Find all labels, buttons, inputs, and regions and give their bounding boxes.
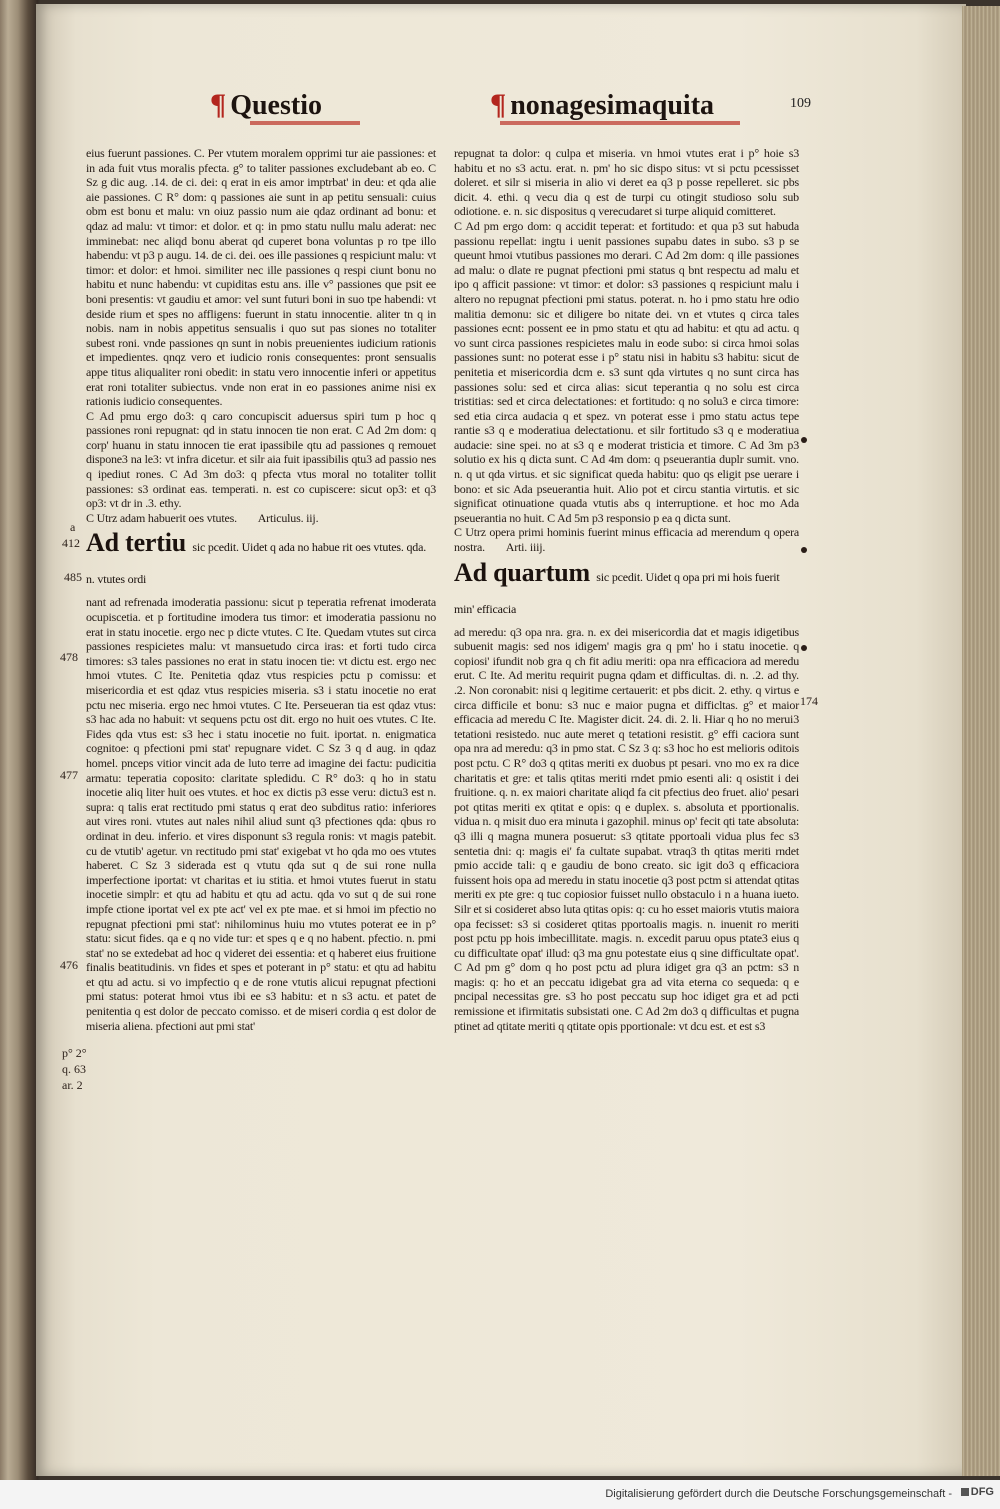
right-text-column — [454, 146, 799, 1033]
digitization-footer — [0, 1480, 1000, 1509]
article-heading — [454, 559, 799, 623]
paragraph: repugnat ta dolor: q culpa et miseria. vn hmoi vtutes erat i p° hoie s3 habitu et no s3 actu. erat. n. pm' ho sic dispo situs: vt si pctu pcessisset doleret. et silr si miseria in alio vi deret ea q3 p posse repelleret. sic pbs dicit. 4. ethi. q vecu dia q est de turpi cu otingit studioso solu sub odiotione. e. n. sic dispositus q verecudaret si turpe aliquid comitteret. — [454, 146, 799, 219]
article-label: Articulus. iij. — [257, 510, 319, 525]
rubric-underline-left — [250, 121, 360, 125]
paragraph: nant ad refrenada imoderatia passionu: sicut p teperatia refrenat imoderata ocupiscetia. et p fortitudine imodera tus timor: et imoderatia passionu no erat in statu inocetie. ergo nec p dicte vtutes. C Ite. Quedam vtutes sut circa passiones respicietes malu: vt mansuetudo circa iras: et forti tudo circa timores: s3 tales passiones no erat in statu inocen tie: vt dictu est. ergo nec hmoi vtutes. C Ite. Penitetia qdaz vtus respicies pctu p comissu: et misericordia et est qdaz vtus respicies miseria. s3 i statu inocetie no erat pctu nec miseria. ergo nec hmoi vtutes. C Ite. Perseueran tia est qdaz vtus: s3 hac ada no habuit: vt sequens pctu ost dit. ergo no huit oes vtutes. C Ite. Fides qda vtus est: s3 hec i statu inocetie no fuit. iportat. n. enigmatica cognitoe: q pfectioni pmi stat' repugnare videt. C Sz 3 q d aug. in qdaz homel. pnceps vitior vincit ada de luto terre ad imagine dei factu: pudicitia armatu: teperatia coposito: claritate spledidu. C R° do3: q ho in statu inocetie aliq liter huit oes vtutes. et hoc ex dictis p3 esse veru: dictu3 est n. supra: q talis erat rectitudo pmi status q erat deo subditus ratio: inferiores aut vires roni. vtutes aut nales nihil aliud sunt q3 pfectiones qda: qbus ro ordinat in deu. inferio. et vires disponunt s3 regula ronis: vt magis patebit. cu de vtutib' agetur. vn rectitudo pmi stat' exigebat vt ho qda mo oes vtutes haberet. C Sz 3 siderada est q vtutu qda sut q de sui rone nulla imperfectione iportat: vt charitas et iu stitia. et hmoi vtutes fuerut in statu inocetie simplr: et qtu ad habitu et qtu ad actu. qda vo sut q de sui rone impfe ctione iportat vel ex pte act' vel ex pte mae. et si hmoi im pfectio no repugnat pfectioni pmi stat': nihilominus huiu mo vtutes poterat ee in p° statu: sicut fides. qa e q no vide tur: et spes q e q no habent. pfectio. n. pmi stat' no se extedebat ad hoc q videret dei essentia: et q haberet eius fruitione finalis beatitudinis. vn fides et spes et poterant in p° statu: et qtu ad habitu et qtu ad actu. si vo impfectio q e de rone vtutis alicui repugnat pfectioni pmi status: poterat hmoi vtus ibi ee s3 habitu: et n s3 actu. et patet de penitentia q est dolor de peccato comisso. et de miseri cordia q est dolor de miseria aliena. pfectioni aut pmi stat' — [86, 595, 436, 1033]
rubric-underline-right — [500, 121, 740, 125]
margin-note: 485 — [64, 570, 82, 584]
margin-dot — [801, 437, 807, 443]
margin-note: 476 — [60, 958, 78, 972]
dfg-logo-icon — [961, 1488, 969, 1496]
article-question — [454, 525, 799, 554]
margin-note: 412 — [62, 536, 80, 550]
running-head-left — [210, 88, 322, 122]
paragraph: C Ad pm ergo dom: q accidit teperat: et fortitudo: et qua p3 sut habuda passionu repellat: ingtu i uenit passiones supabu dates in subo. s3 p se queunt hmoi vtutibus passiones mo derari. C Ad 2m dom: q ille passiones ad malu: o dlate re pugnat pfectioni pmi status q bnt respectu ad malu et ipo q afficit passione: vt timor: et dolor: s3 passiones q respiciunt malu i altero no repugnat pfectioni pmi status. poterat. n. ho i pmo statu hre odio malitia demonu: sic et diligere bo nitate dei. vn et vtutes q circa tales passiones ecnt: possent ee in pmo statu et qtu ad habitu: et qtu ad actu. q vo sunt circa passiones respicietes malu in eode subo: si circa hmoi solas passiones sunt: no poterat esse i p° statu nisi in habitu s3 habitu: sicut de penitetia et misericordia dcm e. s3 sunt qda virtutes q no sunt circa has passiones solu: sed et circa alias: sicut teperantia q no solu est circa tristitias: sed et circa delectationes: et fortitudo: q no solu3 e circa timore: sed etia circa audacia q et spez. vn poterat esse i pmo statu actus tepe rantie s3 q e moderatiua delectationu. et silr fortitudo s3 q e moderatiua audacie: sine spei. no at s3 q e moderat tristicia et timore. C Ad 3m p3 solutio ex his q dicta sunt. C Ad 4m dom: q pseuerantia duplr sumit. vno. n. q ut qda virtus. et sic significat queda habitu: quo qs eligit pse uerare i bono: et sic Ada pseuerantia huit. Alio pot et circu stantia virtutis. et sic significat otinuatione quada vtutis abs q interruptione. et hoc mo Ada pseuerantia no huit. C Ad 5m p3 responsio p ea q dicta sunt. — [454, 218, 799, 525]
article-heading-text: Ad tertiu — [86, 528, 187, 558]
margin-dot — [801, 547, 807, 553]
article-question — [86, 511, 436, 526]
page-fore-edge — [962, 6, 1000, 1476]
margin-note: 478 — [60, 650, 78, 664]
article-question-text: C Utrz opera primi hominis fuerint minus efficacia ad merendum q opera nostra. — [454, 525, 799, 555]
article-heading-tail: sic pcedit. Uidet q ada no habue rit oes vtutes. qda. n. vtutes ordi — [86, 540, 427, 587]
margin-note: p° 2° — [62, 1046, 87, 1060]
article-heading-text: Ad quartum — [454, 557, 590, 587]
dfg-logo — [961, 1486, 994, 1498]
article-heading-tail: sic pcedit. Uidet q opa pri mi hois fuerit min' efficacia — [454, 569, 780, 616]
running-head-right-text: nonagesimaquita — [510, 90, 715, 121]
article-question-text: C Utrz adam habuerit oes vtutes. — [86, 510, 237, 525]
margin-dot — [801, 645, 807, 651]
running-head-right — [490, 88, 714, 122]
folio-number: 109 — [790, 96, 811, 111]
margin-note: a — [70, 520, 76, 534]
margin-note: 174 — [800, 694, 818, 708]
article-heading — [86, 529, 436, 593]
article-label: Arti. iiij. — [505, 540, 546, 555]
margin-note: q. 63 — [62, 1062, 86, 1076]
left-page-edge — [0, 0, 38, 1480]
left-text-column — [86, 146, 436, 1033]
margin-note: 477 — [60, 768, 78, 782]
paragraph: C Ad pmu ergo do3: q caro concupiscit aduersus spiri tum p hoc q passiones roni repugnat: qd in statu innocen tie non erat. C Ad 2m dom: q corp' huanu in statu innocen tie erat ipassibile qtu ad passiones q remouet dispone3 na le3: vt infra dicetur. et silr aia fuit ipassibilis qtu3 ad passio nes q ipediut rones. C Ad 3m do3: q pfecta vtus moral no totaliter tollit passiones: s3 ordinat eas. temperati. n. est co cupiscere: sicut op3: et q3 op3: vt dr in .3. ethy. — [86, 408, 436, 511]
footer-credit: Digitalisierung gefördert durch die Deutsche Forschungsgemeinschaft - — [605, 1488, 952, 1500]
running-head-left-text: Questio — [230, 90, 322, 121]
rubric-mark: ¶ — [490, 88, 507, 121]
dfg-logo-text: DFG — [970, 1486, 994, 1498]
rubric-mark: ¶ — [210, 88, 227, 121]
paragraph: eius fuerunt passiones. C. Per vtutem moralem opprimi tur aie passiones: et in ada fuit vtus moralis pfecta. g° to taliter passiones excludebant ab eo. C Sz g dic aug. .14. de ci. dei: q erat in eis amor imptrbat' in deu: et qda alie aie passiones. C R° dom: q passiones aie sunt in ap petitu sensuali: cuius obm est bonu et malu: vn oiuz passio num aie qdaz ordinant ad bonu: et qdaz ad malu: vt timor: et dolor. et q: in pmo statu nullu malu aderat: nec imminebat: nec aliqd bonu aberat qd cuperet bona voluntas p ro tpe illo habendu: vt p3 p augu. 14. de ci. dei. oes ille passiones q respiciunt malu: vt timor: et dolor: et hmoi. similiter nec ille passiones q respi ciunt bonu no habitu et nunc habendu: vt cupiditas estu ans. ille v° passiones que psit ee boni presentis: vt gaudiu et amor: vel sunt futuri boni in suo tpe habendi: vt deside rium et spes no affligens: fuerunt in statu innocentie. aliter tn q in nobis. nam in nobis appetitus sensualis i quo sut pas siones no totaliter subest roni. vnde passiones qn sunt in nobis preuenientes iudicium rationis et impedientes. qnqz vero et iudicio ronis consequentes: pront sensualis appe titus aliqualiter roni obedit: in statu vero innocentie inferi or appetitus erat roni totaliter subiectus. vnde non erat in eo passiones anime nisi ex rationis iudicio consequentes. — [86, 146, 436, 409]
paragraph: ad meredu: q3 opa nra. gra. n. ex dei misericordia dat et magis idigetibus subuenit magis: sed nos idigem' magis gra q pm' ho i statu inocetie. q copiosi' ifundit nob gra q ch fit adiu meriti: opa nra efficaciora ad meredu erut. C Ite. Ad meritu requirit pugna qdam et difficultas. di. n. .2. ad thy. .2. Non coronabit: nisi q legitime certauerit: et pbs dicit. 2. ethy. q virtus e circa difficile et bonu: s3 nuc e maior pugna et difficltas. g° et maior efficacia ad meredu C Ite. Magister dicit. 24. di. 2. li. Hiar q ho no merui3 tetationi resistedo. nuc aute meret q tetationi resistit. g° effi caciora sunt opa nra ad meredu: q3 in pmo stat. C Sz 3 q: s3 hoc ho est melioris oditois post pctu. C R° do3 q qtitas meriti ex duobus pt pesari. vno mo ex ra dice charitatis et gre: et talis qtitas meriti rndet pmio esenti ali: q osistit i dei fruitione. q. n. ex maiori charitate aliqd fa cit pfectius deo fruet. alio' pesari pot qtitas meriti ex qtitat e opis: q e duplex. s. absoluta et pportionalis. vidua n. q misit duo era minuta i gazophil. minus op' fecit qti tate absoluta: q3 illi q magna munera posuerut: s3 qtitate pportoali vidua plus fec s3 sentetia dni: q: magis ei' fa cultate supabat. vtraq3 th qtitas meriti rndet pmio accide tali: q e gaudiu de bono creato. sic igit do3 q efficaciora fuissent hois opa ad meredu in statu inocetie q3 post pctm si attendat qtitas meriti ex pte gre: q tuc copiosior fuisset nullo obstaculo i n a huana iueto. Silr et si cosideret abso luta qtitas opis: q: cu ho esset maioris vtutis maiora opa fecisset: s3 si cosideret qtitas pportoalis magis. n. inuenit ro meriti post pctu pp hois imbecillitate. magis. n. excedit paruu opus ptate3 eius q cu difficultate opat' illud: q3 ma gnu potestate eius q sine difficultate opat'. C Ad pm g° dom q ho post pctu ad plura idiget gra q3 an pctm: s3 n magis: q: ho et an peccatu idigebat gra ad vita eterna co sequeda: q e pncipal necessitas gre. s3 ho post peccatu sup hoc idiget gra et ad pcti remissione et ifirmitatis subsistati one. C Ad 2m do3 q difficultas et pugna ptinet ad qtitate meriti q qtitate opis pportionale: vt dcu est. et est s3 — [454, 624, 799, 1033]
margin-note: ar. 2 — [62, 1078, 83, 1092]
